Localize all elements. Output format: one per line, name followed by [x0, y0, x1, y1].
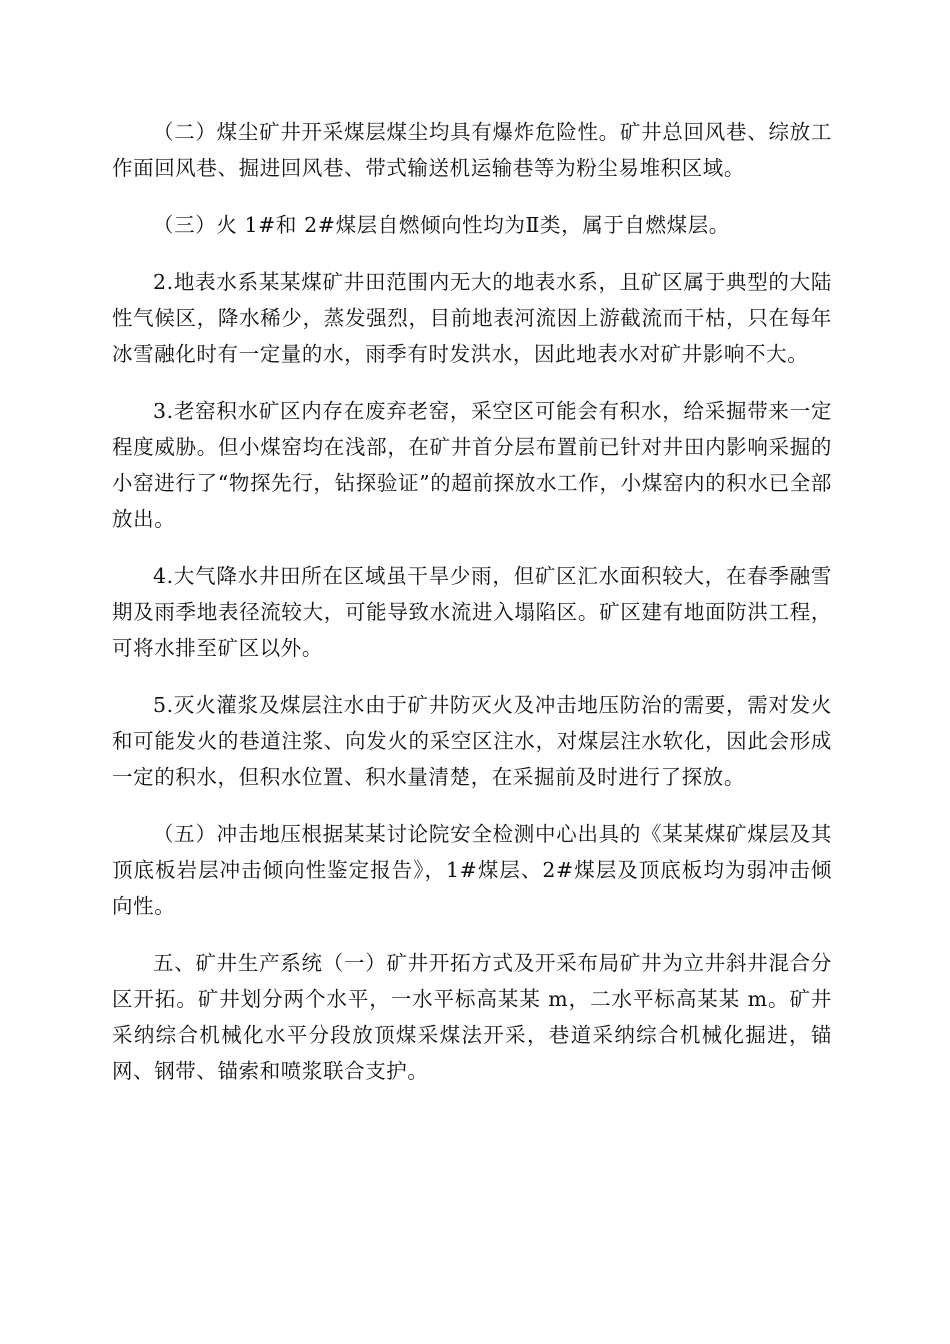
paragraph-coal-dust: （二）煤尘矿井开采煤层煤尘均具有爆炸危险性。矿井总回风巷、综放工作面回风巷、掘进回风巷、带式输送机运输巷等为粉尘易堆积区域。	[112, 120, 832, 180]
paragraph-production-system: 五、矿井生产系统（一）矿井开拓方式及开采布局矿井为立井斜井混合分区开拓。矿井划分两个水平，一水平标高某某 m，二水平标高某某 m。矿井采纳综合机械化水平分段放顶煤采煤法开采，巷道采纳综合机械化掘进，锚网、钢带、锚索和喷浆联合支护。	[112, 951, 832, 1083]
paragraph-spontaneous-combustion: （三）火 1#和 2#煤层自燃倾向性均为Ⅱ类，属于自燃煤层。	[153, 213, 730, 237]
paragraph-rock-burst: （五）冲击地压根据某某讨论院安全检测中心出具的《某某煤矿煤层及其顶底板岩层冲击倾向性鉴定报告》，1#煤层、2#煤层及顶底板均为弱冲击倾向性。	[112, 822, 832, 918]
paragraph-precipitation: 4.大气降水井田所在区域虽干旱少雨，但矿区汇水面积较大，在春季融雪期及雨季地表径流较大，可能导致水流进入塌陷区。矿区建有地面防洪工程，可将水排至矿区以外。	[112, 564, 832, 660]
paragraph-grouting-water-injection: 5.灭火灌浆及煤层注水由于矿井防灭火及冲击地压防治的需要，需对发火和可能发火的巷道注浆、向发火的采空区注水，对煤层注水软化，因此会形成一定的积水，但积水位置、积水量清楚，在采掘前及时进行了探放。	[112, 693, 832, 789]
paragraph-surface-water: 2.地表水系某某煤矿井田范围内无大的地表水系，且矿区属于典型的大陆性气候区，降水稀少，蒸发强烈，目前地表河流因上游截流而干枯，只在每年冰雪融化时有一定量的水，雨季有时发洪水，因此地表水对矿井影响不大。	[112, 270, 832, 366]
paragraph-old-kiln-water: 3.老窑积水矿区内存在废弃老窑，采空区可能会有积水，给采掘带来一定程度威胁。但小煤窑均在浅部，在矿井首分层布置前已针对井田内影响采掘的小窑进行了“物探先行，钻探验证”的超前探放水工作，小煤窑内的积水已全部放出。	[112, 399, 832, 531]
